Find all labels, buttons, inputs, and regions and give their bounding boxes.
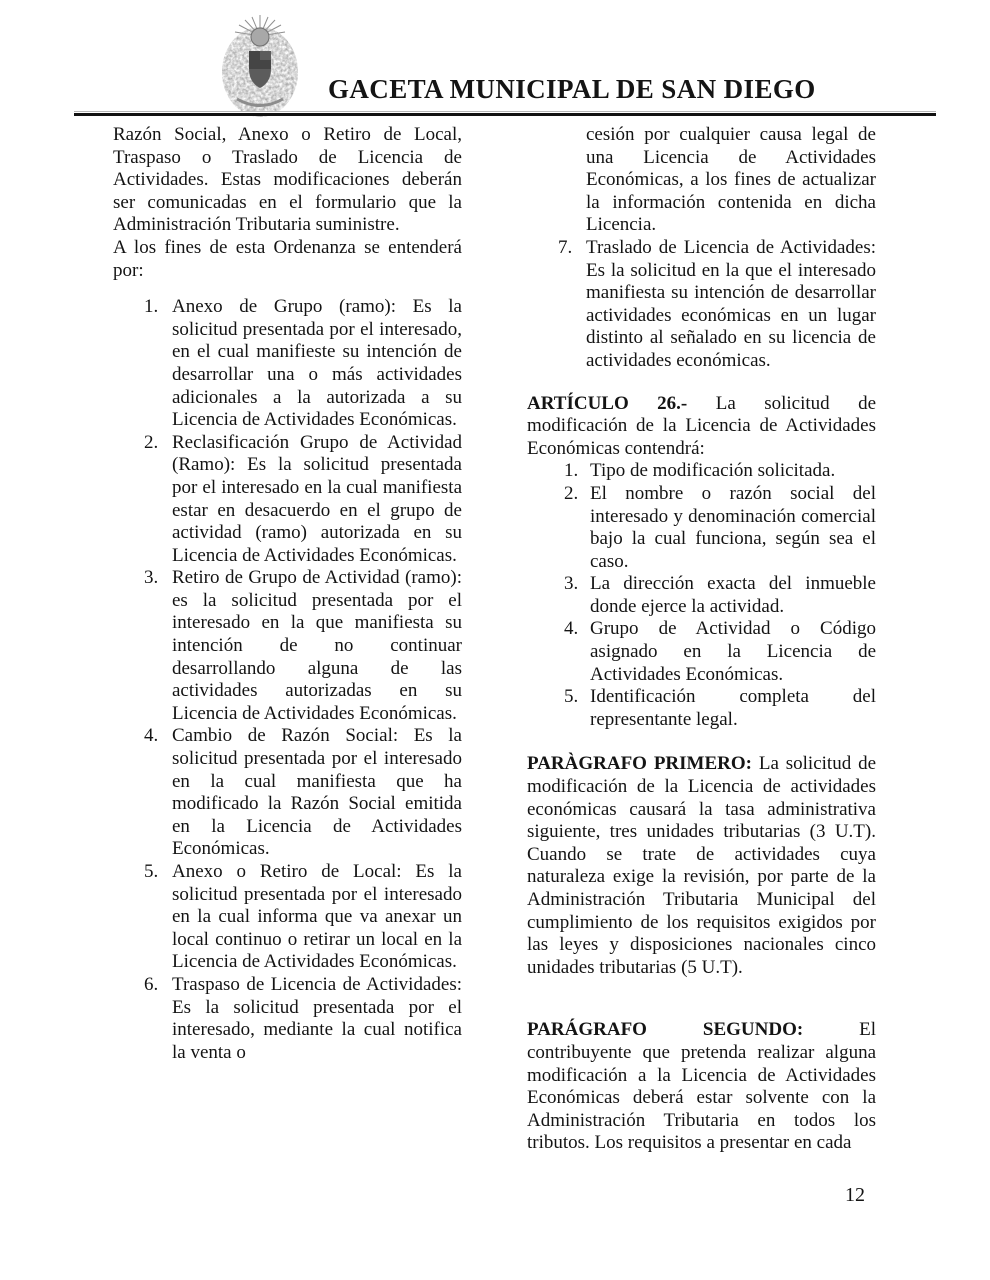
paragrafo-segundo-label: PARÁGRAFO SEGUNDO: bbox=[527, 1019, 804, 1041]
list-item-text: Tipo de modificación solicitada. bbox=[590, 460, 836, 482]
list-item bbox=[527, 237, 876, 373]
paragrafo-primero-label: PARÀGRAFO PRIMERO: bbox=[527, 753, 752, 775]
list-item bbox=[113, 432, 462, 568]
paragrafo-segundo-text: El contribuyente que pretenda realizar alguna modificación a la Licencia de Actividades Económicas deberá estar solvente con la Administración Tributaria en todos los tributos. Los requisitos a presentar en cada bbox=[527, 1019, 876, 1154]
list-item-number: 2. bbox=[144, 431, 159, 453]
list-item bbox=[113, 861, 462, 974]
list-item bbox=[113, 296, 462, 432]
list-item-text: La dirección exacta del inmueble donde ejerce la actividad. bbox=[590, 573, 876, 617]
municipal-seal-icon bbox=[220, 12, 300, 118]
definitions-list-continued bbox=[527, 237, 876, 373]
articulo-26-list bbox=[527, 460, 876, 731]
list-item-text: Traslado de Licencia de Actividades: Es la solicitud en la que el interesado manifiesta su intención de desarrollar actividades económicas en un lugar distinto al señalado en su licencia de actividades económicas. bbox=[586, 236, 876, 371]
list-item-text: Reclasificación Grupo de Actividad (Ramo): Es la solicitud presentada por el interesado en la cual manifiesta estar en desacuerdo en el grupo de actividad (ramo) autorizada en su Licencia de Actividades Económicas. bbox=[172, 431, 462, 566]
list-item bbox=[527, 618, 876, 686]
list-item-text: Traspaso de Licencia de Actividades: Es la solicitud presentada por el interesado, mediante la cual notifica la venta o bbox=[172, 973, 462, 1063]
list-item-text: Cambio de Razón Social: Es la solicitud presentada por el interesado en la cual manifiesta que ha modificado la Razón Social emitida en la Licencia de Actividades Económicas. bbox=[172, 725, 462, 860]
list-item-number: 5. bbox=[564, 686, 579, 708]
paragrafo-primero-paragraph bbox=[527, 753, 876, 979]
list-item bbox=[113, 974, 462, 1064]
page-title: GACETA MUNICIPAL DE SAN DIEGO bbox=[328, 74, 816, 104]
list-item-number: 3. bbox=[564, 573, 579, 595]
list-item-number: 5. bbox=[144, 861, 159, 882]
list-item-text: Anexo o Retiro de Local: Es la solicitud presentada por el interesado en la cual informa que va anexar un local continuo o retirar un local en la Licencia de Actividades Económicas. bbox=[172, 861, 462, 973]
list-item-number: 2. bbox=[564, 482, 579, 504]
list-item-number: 1. bbox=[144, 296, 159, 318]
list-item-text: Retiro de Grupo de Actividad (ramo): es la solicitud presentada por el interesado en la que manifiesta su intención de no continuar desarrollando alguna de las actividades autorizadas en su Licencia de Actividades Económicas. bbox=[172, 567, 462, 724]
list-item bbox=[113, 567, 462, 725]
paragrafo-primero-text: La solicitud de modificación de la Licencia de actividades económicas causará la tasa administrativa siguiente, tres unidades tributarias (3 U.T). Cuando se trate de actividades cuya naturaleza exige la revisión, por parte de la Administración Tributaria Municipal del cumplimiento de los requisitos exigidos por las leyes y disposiciones nacionales cinco unidades tributarias (5 U.T). bbox=[527, 753, 877, 978]
articulo-26-label: ARTÍCULO 26.- bbox=[527, 392, 688, 414]
paragrafo-segundo-paragraph bbox=[527, 1019, 876, 1155]
list-item-number: 4. bbox=[144, 725, 159, 747]
definitions-list bbox=[113, 296, 462, 1064]
intro-paragraph: A los fines de esta Ordenanza se entenderá por: bbox=[113, 236, 462, 281]
list-item-text: Identificación completa del representante legal. bbox=[590, 686, 876, 730]
list-item bbox=[527, 686, 876, 731]
intro-paragraph: Razón Social, Anexo o Retiro de Local, Traspaso o Traslado de Licencia de Actividades. Estas modificaciones deberán ser comunicadas en el formulario que la Administración Tributaria suministre. bbox=[113, 124, 462, 236]
header-divider bbox=[74, 111, 936, 116]
page-number: 12 bbox=[845, 1184, 865, 1206]
list-item-text: Anexo de Grupo (ramo): Es la solicitud presentada por el interesado, en el cual manifieste su intención de desarrollar una o más actividades adicionales a la autorizada a su Licencia de Actividades Económicas. bbox=[172, 296, 462, 431]
list-item-number: 3. bbox=[144, 567, 159, 589]
list-item-text: El nombre o razón social del interesado y denominación comercial bajo la cual funciona, según sea el caso. bbox=[590, 482, 876, 572]
list-item-number: 4. bbox=[564, 618, 579, 640]
list-item-number: 6. bbox=[144, 973, 159, 995]
articulo-26-paragraph bbox=[527, 393, 876, 461]
list-item-number: 7. bbox=[558, 236, 573, 258]
list-item-text: Grupo de Actividad o Código asignado en la Licencia de Actividades Económicas. bbox=[590, 618, 876, 685]
list-item-continuation: cesión por cualquier causa legal de una Licencia de Actividades Económicas, a los fines de actualizar la información contenida en dicha Licencia. bbox=[586, 124, 876, 236]
left-column bbox=[113, 124, 462, 1064]
list-item bbox=[527, 460, 876, 483]
list-item bbox=[527, 573, 876, 618]
list-item bbox=[527, 483, 876, 573]
list-item bbox=[113, 725, 462, 861]
list-item-number: 1. bbox=[564, 460, 579, 482]
right-column bbox=[527, 124, 876, 1155]
articulo-26-text: La solicitud de modificación de la Licencia de Actividades Económicas contendrá: bbox=[527, 392, 877, 459]
